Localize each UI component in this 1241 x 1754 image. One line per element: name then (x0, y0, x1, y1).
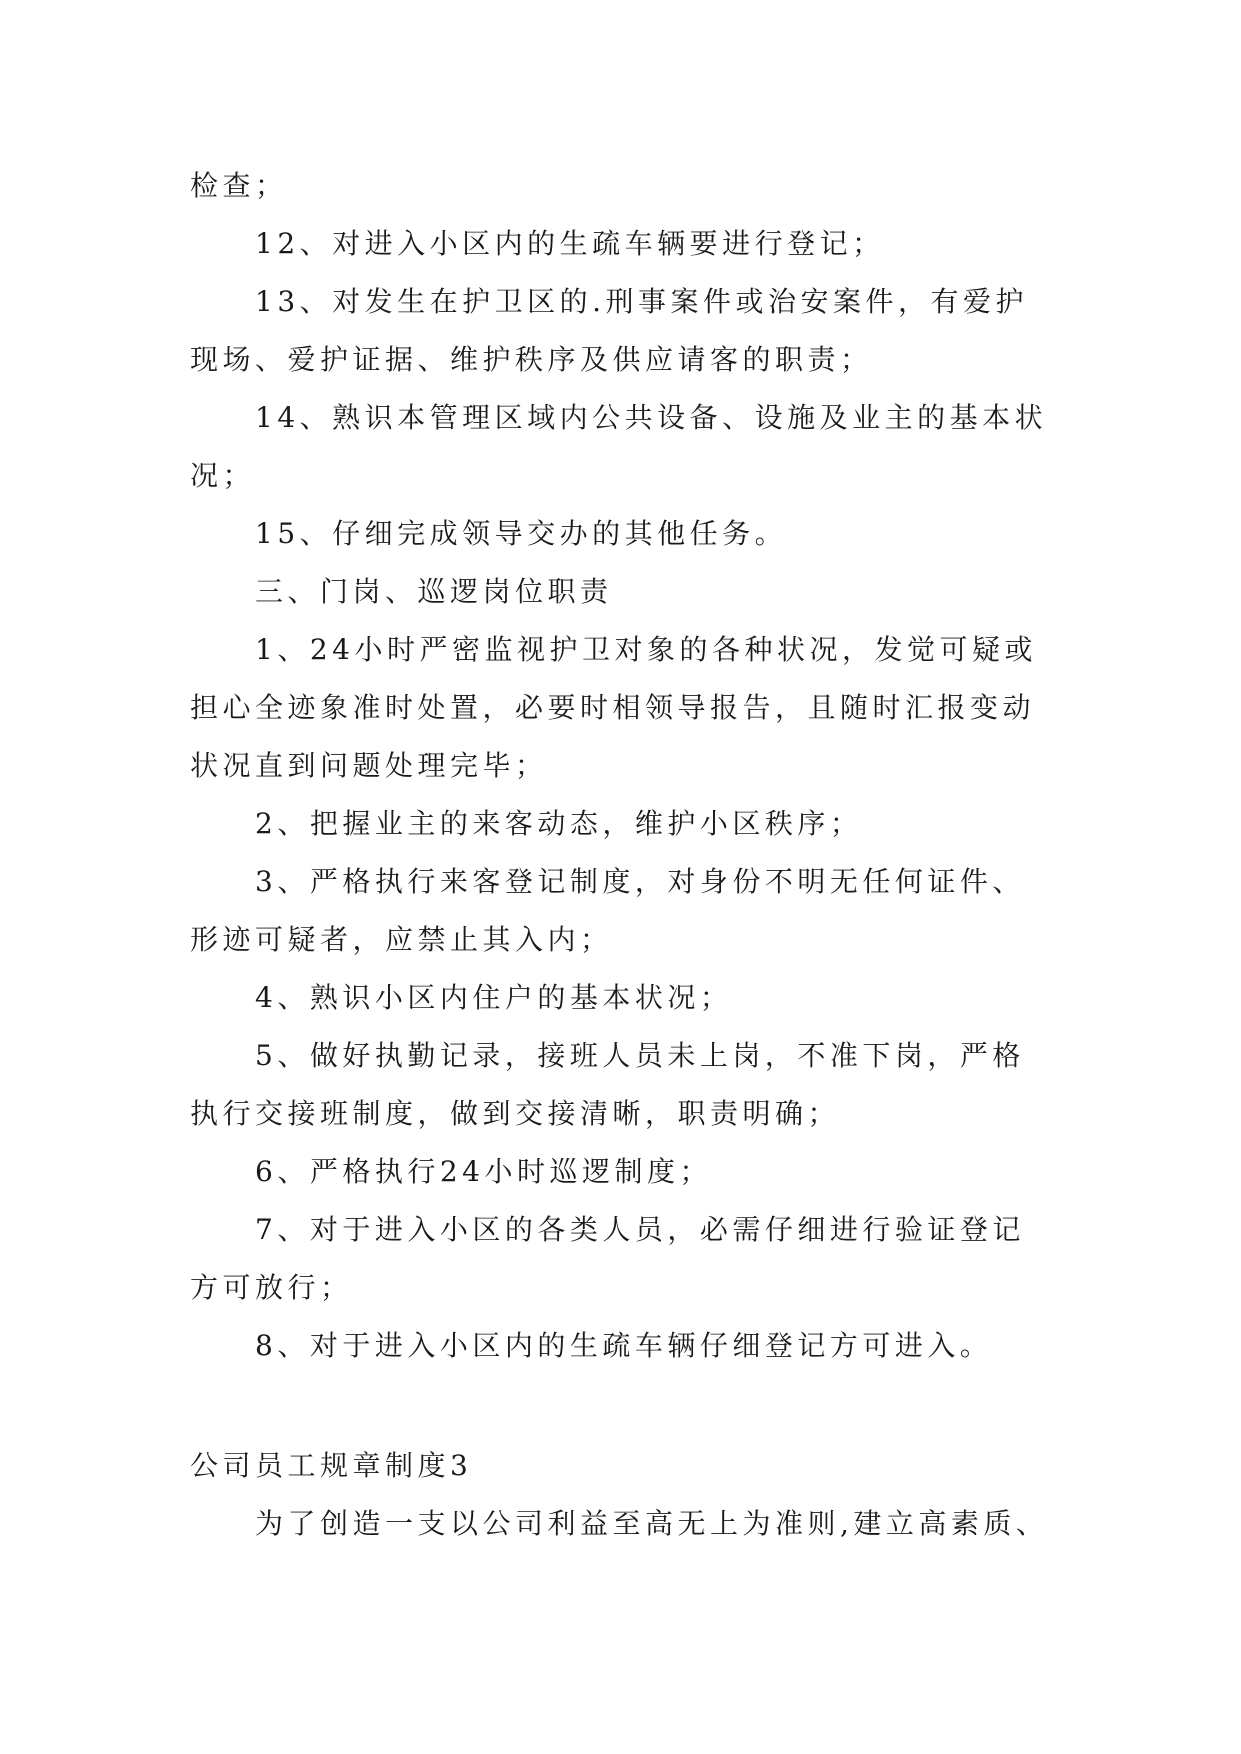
paragraph-line: 2、把握业主的来客动态，维护小区秩序； (255, 807, 863, 840)
paragraph-line: 检查； (190, 169, 288, 202)
paragraph-line: 为了创造一支以公司利益至高无上为准则,建立高素质、 (255, 1507, 1049, 1540)
paragraph-line: 8、对于进入小区内的生疏车辆仔细登记方可进入。 (255, 1329, 993, 1362)
paragraph-line: 1、24小时严密监视护卫对象的各种状况，发觉可疑或 (255, 633, 1037, 666)
paragraph-line: 状况直到问题处理完毕； (190, 749, 548, 782)
paragraph-line: 7、对于进入小区的各类人员，必需仔细进行验证登记 (255, 1213, 1025, 1246)
paragraph-line: 担心全迹象准时处置，必要时相领导报告，且随时汇报变动 (190, 691, 1036, 724)
paragraph-line: 5、做好执勤记录，接班人员未上岗，不准下岗，严格 (255, 1039, 1025, 1072)
paragraph-line: 15、仔细完成领导交办的其他任务。 (255, 517, 788, 550)
paragraph-line: 况； (190, 459, 256, 492)
paragraph-line: 执行交接班制度，做到交接清晰，职责明确； (190, 1097, 841, 1130)
section-heading: 三、门岗、巡逻岗位职责 (255, 575, 613, 608)
paragraph-line: 6、严格执行24小时巡逻制度； (255, 1155, 712, 1188)
paragraph-line: 14、熟识本管理区域内公共设备、设施及业主的基本状 (255, 401, 1048, 434)
paragraph-line: 现场、爱护证据、维护秩序及供应请客的职责； (190, 343, 873, 376)
paragraph-line: 4、熟识小区内住户的基本状况； (255, 981, 733, 1014)
paragraph-line: 形迹可疑者，应禁止其入内； (190, 923, 613, 956)
paragraph-line: 13、对发生在护卫区的.刑事案件或治安案件，有爱护 (255, 285, 1029, 318)
document-title: 公司员工规章制度3 (190, 1449, 473, 1482)
paragraph-line: 3、严格执行来客登记制度，对身份不明无任何证件、 (255, 865, 1025, 898)
paragraph-line: 12、对进入小区内的生疏车辆要进行登记； (255, 227, 885, 260)
paragraph-line: 方可放行； (190, 1271, 353, 1304)
